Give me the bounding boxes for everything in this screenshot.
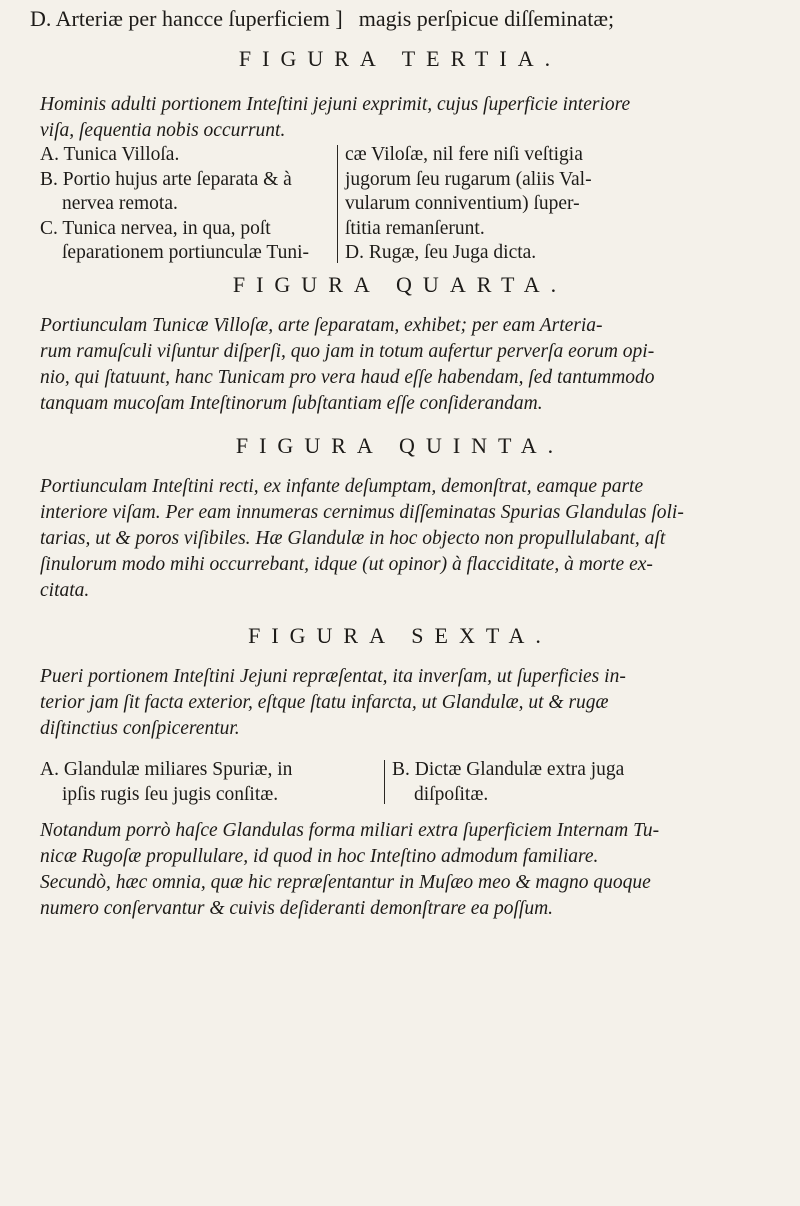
- fig4-line: tanquam mucoſam Inteſtinorum ſubſtantiam eſſe conſiderandam.: [40, 393, 543, 414]
- notandum-text: [40, 818, 790, 922]
- fig3-intro-line: Hominis adulti portionem Inteſtini jejuni exprimit, cujus ſuperficie interiore: [40, 94, 631, 115]
- fig6-heading: FIGURA SEXTA.: [248, 623, 552, 648]
- fig5-line: Portiunculam Inteſtini recti, ex infante deſumptam, demonſtrat, eamque parte: [40, 476, 644, 497]
- legend-c-cont: vularum conniventium) ſuper-: [345, 193, 580, 214]
- fig6-line: Pueri portionem Inteſtini Jejuni repræſentat, ita inverſam, ut ſuperficies in-: [40, 666, 626, 687]
- legend-c: C. Tunica nervea, in qua, poſt: [40, 217, 271, 239]
- legend-b-cont: nervea remota.: [62, 193, 178, 214]
- top-line: [30, 6, 790, 32]
- fig6-right-column: [392, 758, 792, 807]
- legend-b: B. Portio hujus arte ſeparata & à: [40, 168, 292, 190]
- notandum-line: Secundò, hæc omnia, quæ hic repræſentantur in Muſæo meo & magno quoque: [40, 872, 651, 893]
- top-line-right: magis perſpicue diſſeminatæ;: [358, 6, 615, 31]
- fig3-intro: [40, 92, 790, 144]
- legend-b-cont: diſpoſitæ.: [414, 783, 489, 805]
- fig5-line: interiore viſam. Per eam innumeras cernimus diſſeminatas Spurias Glandulas ſoli-: [40, 502, 684, 523]
- fig3-intro-line: viſa, ſequentia nobis occurrunt.: [40, 120, 286, 141]
- fig3-right-column: [345, 143, 785, 266]
- fig6-line: terior jam ſit facta exterior, eſtque ſtatu infarcta, ut Glandulæ, ut & rugæ: [40, 692, 609, 713]
- fig4-heading: FIGURA QUARTA.: [232, 272, 568, 297]
- fig4-line: nio, qui ſtatuunt, hanc Tunicam pro vera haud eſſe habendam, ſed tantummodo: [40, 367, 655, 388]
- legend-d: D. Rugæ, ſeu Juga dicta.: [345, 242, 537, 263]
- fig4-text: [40, 313, 790, 417]
- fig6-left-column: [40, 758, 385, 807]
- top-line-left: D. Arteriæ per hancce ſuperficiem ]: [30, 6, 343, 31]
- fig5-line: ſinulorum modo mihi occurrebant, idque (ut opinor) à flacciditate, à morte ex-: [40, 554, 653, 575]
- fig4-line: Portiunculam Tunicæ Villoſæ, arte ſeparatam, exhibet; per eam Arteria-: [40, 315, 603, 336]
- fig5-text: [40, 474, 790, 604]
- fig3-heading: FIGURA TERTIA.: [238, 46, 562, 71]
- column-divider: [384, 760, 385, 804]
- legend-a-cont: ipſis rugis ſeu jugis conſitæ.: [62, 783, 279, 805]
- notandum-line: numero conſervantur & cuivis deſideranti demonſtrare ea poſſum.: [40, 898, 554, 919]
- legend-c-cont: ſtitia remanſerunt.: [345, 217, 485, 239]
- legend-c-cont: cæ Viloſæ, nil fere niſi veſtigia: [345, 144, 583, 165]
- notandum-line: Notandum porrò haſce Glandulas forma miliari extra ſuperficiem Internam Tu-: [40, 820, 660, 841]
- fig6-line: diſtinctius conſpicerentur.: [40, 718, 240, 739]
- legend-c-cont: jugorum ſeu rugarum (aliis Val-: [345, 168, 592, 190]
- column-divider: [337, 145, 338, 263]
- fig5-heading: FIGURA QUINTA.: [235, 433, 565, 458]
- legend-c-cont: ſeparationem portiunculæ Tuni-: [62, 242, 309, 263]
- fig3-left-column: [40, 143, 340, 266]
- fig5-line: tarias, ut & poros viſibiles. Hæ Glandulæ in hoc objecto non propullulabant, aſt: [40, 528, 666, 549]
- legend-a: A. Tunica Villoſa.: [40, 144, 180, 165]
- fig4-line: rum ramuſculi viſuntur diſperſi, quo jam in totum aufertur perverſa eorum opi-: [40, 341, 655, 362]
- legend-a: A. Glandulæ miliares Spuriæ, in: [40, 759, 293, 780]
- notandum-line: nicæ Rugoſæ propullulare, id quod in hoc Inteſtino admodum familiare.: [40, 846, 599, 867]
- fig5-line: citata.: [40, 580, 90, 601]
- legend-b: B. Dictæ Glandulæ extra juga: [392, 759, 625, 780]
- fig6-text: [40, 664, 790, 742]
